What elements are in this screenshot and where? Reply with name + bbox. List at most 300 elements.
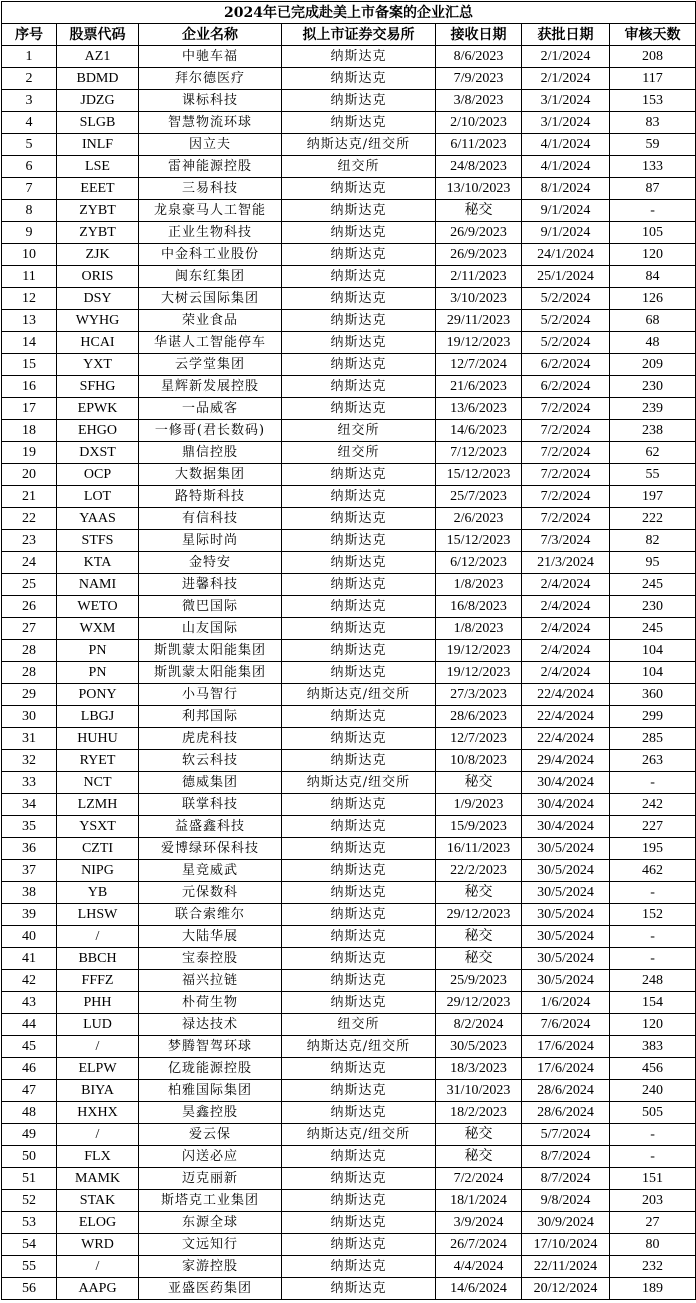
- company-name-cell: 龙泉豪马人工智能: [139, 200, 282, 222]
- approved-date-cell: 7/2/2024: [522, 420, 610, 442]
- approved-date-cell: 30/5/2024: [522, 904, 610, 926]
- review-days-cell: 95: [610, 552, 696, 574]
- company-name-cell: 元保数科: [139, 882, 282, 904]
- row-index-cell: 38: [2, 882, 57, 904]
- exchange-cell: 纳斯达克: [282, 464, 436, 486]
- row-index-cell: 1: [2, 46, 57, 68]
- stock-code-cell: AZ1: [57, 46, 139, 68]
- table-title: 2024年已完成赴美上市备案的企业汇总: [2, 2, 696, 24]
- review-days-cell: 360: [610, 684, 696, 706]
- received-date-cell: 15/9/2023: [436, 816, 522, 838]
- stock-code-cell: EPWK: [57, 398, 139, 420]
- received-date-cell: 秘交: [436, 882, 522, 904]
- table-row: [2, 398, 696, 420]
- stock-code-cell: /: [57, 1036, 139, 1058]
- row-index-cell: 39: [2, 904, 57, 926]
- review-days-cell: 230: [610, 376, 696, 398]
- stock-code-cell: LSE: [57, 156, 139, 178]
- table-row: [2, 706, 696, 728]
- stock-code-cell: YAAS: [57, 508, 139, 530]
- review-days-cell: -: [610, 882, 696, 904]
- row-index-cell: 17: [2, 398, 57, 420]
- stock-code-cell: BIYA: [57, 1080, 139, 1102]
- company-name-cell: 荣业食品: [139, 310, 282, 332]
- exchange-cell: 纳斯达克: [282, 1190, 436, 1212]
- received-date-cell: 秘交: [436, 200, 522, 222]
- table-row: [2, 728, 696, 750]
- received-date-cell: 12/7/2024: [436, 354, 522, 376]
- exchange-cell: 纳斯达克: [282, 1168, 436, 1190]
- row-index-cell: 36: [2, 838, 57, 860]
- received-date-cell: 1/8/2023: [436, 574, 522, 596]
- received-date-cell: 7/2/2024: [436, 1168, 522, 1190]
- company-name-cell: 一品威客: [139, 398, 282, 420]
- received-date-cell: 秘交: [436, 772, 522, 794]
- table-row: [2, 354, 696, 376]
- stock-code-cell: FLX: [57, 1146, 139, 1168]
- company-name-cell: 闽东红集团: [139, 266, 282, 288]
- company-name-cell: 爱云保: [139, 1124, 282, 1146]
- row-index-cell: 3: [2, 90, 57, 112]
- company-name-cell: 进馨科技: [139, 574, 282, 596]
- row-index-cell: 50: [2, 1146, 57, 1168]
- received-date-cell: 30/5/2023: [436, 1036, 522, 1058]
- stock-code-cell: ZYBT: [57, 200, 139, 222]
- approved-date-cell: 3/1/2024: [522, 90, 610, 112]
- company-name-cell: 微巴国际: [139, 596, 282, 618]
- stock-code-cell: KTA: [57, 552, 139, 574]
- received-date-cell: 12/7/2023: [436, 728, 522, 750]
- exchange-cell: 纳斯达克: [282, 816, 436, 838]
- approved-date-cell: 2/4/2024: [522, 574, 610, 596]
- approved-date-cell: 30/4/2024: [522, 816, 610, 838]
- exchange-cell: 纽交所: [282, 420, 436, 442]
- approved-date-cell: 9/1/2024: [522, 200, 610, 222]
- approved-date-cell: 2/1/2024: [522, 68, 610, 90]
- stock-code-cell: LBGJ: [57, 706, 139, 728]
- review-days-cell: 208: [610, 46, 696, 68]
- company-name-cell: 星竞威武: [139, 860, 282, 882]
- row-index-cell: 43: [2, 992, 57, 1014]
- received-date-cell: 18/1/2024: [436, 1190, 522, 1212]
- review-days-cell: 105: [610, 222, 696, 244]
- row-index-cell: 30: [2, 706, 57, 728]
- row-index-cell: 25: [2, 574, 57, 596]
- company-name-cell: 星辉新发展控股: [139, 376, 282, 398]
- exchange-cell: 纳斯达克: [282, 1080, 436, 1102]
- row-index-cell: 31: [2, 728, 57, 750]
- ipo-filing-table: [1, 1, 696, 1300]
- approved-date-cell: 9/8/2024: [522, 1190, 610, 1212]
- received-date-cell: 3/8/2023: [436, 90, 522, 112]
- table-row: [2, 266, 696, 288]
- review-days-cell: 83: [610, 112, 696, 134]
- exchange-cell: 纳斯达克: [282, 68, 436, 90]
- stock-code-cell: WETO: [57, 596, 139, 618]
- exchange-cell: 纳斯达克: [282, 662, 436, 684]
- received-date-cell: 秘交: [436, 1124, 522, 1146]
- table-row: [2, 134, 696, 156]
- table-row: [2, 420, 696, 442]
- received-date-cell: 18/2/2023: [436, 1102, 522, 1124]
- row-index-cell: 19: [2, 442, 57, 464]
- review-days-cell: 203: [610, 1190, 696, 1212]
- received-date-cell: 2/11/2023: [436, 266, 522, 288]
- review-days-cell: 299: [610, 706, 696, 728]
- row-index-cell: 45: [2, 1036, 57, 1058]
- received-date-cell: 29/12/2023: [436, 992, 522, 1014]
- table-row: [2, 860, 696, 882]
- table-row: [2, 1146, 696, 1168]
- exchange-cell: 纳斯达克: [282, 1212, 436, 1234]
- received-date-cell: 19/12/2023: [436, 640, 522, 662]
- stock-code-cell: ZJK: [57, 244, 139, 266]
- review-days-cell: 505: [610, 1102, 696, 1124]
- stock-code-cell: WXM: [57, 618, 139, 640]
- exchange-cell: 纳斯达克: [282, 1234, 436, 1256]
- header-row: [2, 24, 696, 46]
- review-days-cell: 80: [610, 1234, 696, 1256]
- stock-code-cell: NIPG: [57, 860, 139, 882]
- row-index-cell: 44: [2, 1014, 57, 1036]
- approved-date-cell: 21/3/2024: [522, 552, 610, 574]
- row-index-cell: 29: [2, 684, 57, 706]
- row-index-cell: 55: [2, 1256, 57, 1278]
- review-days-cell: 27: [610, 1212, 696, 1234]
- received-date-cell: 29/11/2023: [436, 310, 522, 332]
- stock-code-cell: JDZG: [57, 90, 139, 112]
- company-name-cell: 爱博绿环保科技: [139, 838, 282, 860]
- approved-date-cell: 2/4/2024: [522, 662, 610, 684]
- approved-date-cell: 30/5/2024: [522, 926, 610, 948]
- table-row: [2, 200, 696, 222]
- table-row: [2, 90, 696, 112]
- received-date-cell: 13/10/2023: [436, 178, 522, 200]
- company-name-cell: 大树云国际集团: [139, 288, 282, 310]
- table-row: [2, 178, 696, 200]
- exchange-cell: 纳斯达克: [282, 398, 436, 420]
- company-name-cell: 斯凯蒙太阳能集团: [139, 640, 282, 662]
- exchange-cell: 纳斯达克: [282, 882, 436, 904]
- stock-code-cell: BDMD: [57, 68, 139, 90]
- exchange-cell: 纳斯达克: [282, 376, 436, 398]
- company-name-cell: 福兴拉链: [139, 970, 282, 992]
- review-days-cell: 230: [610, 596, 696, 618]
- row-index-cell: 26: [2, 596, 57, 618]
- stock-code-cell: ELOG: [57, 1212, 139, 1234]
- header-index: 序号: [2, 24, 57, 46]
- exchange-cell: 纳斯达克: [282, 1278, 436, 1300]
- review-days-cell: 209: [610, 354, 696, 376]
- received-date-cell: 26/9/2023: [436, 222, 522, 244]
- approved-date-cell: 6/2/2024: [522, 354, 610, 376]
- review-days-cell: 222: [610, 508, 696, 530]
- table-row: [2, 1190, 696, 1212]
- approved-date-cell: 17/10/2024: [522, 1234, 610, 1256]
- stock-code-cell: PHH: [57, 992, 139, 1014]
- exchange-cell: 纳斯达克: [282, 596, 436, 618]
- table-row: [2, 838, 696, 860]
- company-name-cell: 金特安: [139, 552, 282, 574]
- company-name-cell: 大陆华展: [139, 926, 282, 948]
- received-date-cell: 3/10/2023: [436, 288, 522, 310]
- company-name-cell: 昊鑫控股: [139, 1102, 282, 1124]
- table-row: [2, 442, 696, 464]
- stock-code-cell: NCT: [57, 772, 139, 794]
- approved-date-cell: 1/6/2024: [522, 992, 610, 1014]
- exchange-cell: 纳斯达克: [282, 46, 436, 68]
- approved-date-cell: 28/6/2024: [522, 1102, 610, 1124]
- stock-code-cell: STFS: [57, 530, 139, 552]
- row-index-cell: 22: [2, 508, 57, 530]
- stock-code-cell: YSXT: [57, 816, 139, 838]
- row-index-cell: 9: [2, 222, 57, 244]
- review-days-cell: 232: [610, 1256, 696, 1278]
- exchange-cell: 纳斯达克: [282, 794, 436, 816]
- company-name-cell: 软云科技: [139, 750, 282, 772]
- approved-date-cell: 2/4/2024: [522, 596, 610, 618]
- exchange-cell: 纳斯达克: [282, 244, 436, 266]
- review-days-cell: 62: [610, 442, 696, 464]
- company-name-cell: 家游控股: [139, 1256, 282, 1278]
- approved-date-cell: 2/4/2024: [522, 618, 610, 640]
- exchange-cell: 纳斯达克: [282, 640, 436, 662]
- stock-code-cell: /: [57, 1256, 139, 1278]
- approved-date-cell: 7/2/2024: [522, 398, 610, 420]
- stock-code-cell: INLF: [57, 134, 139, 156]
- review-days-cell: 197: [610, 486, 696, 508]
- table-body: [2, 46, 696, 1300]
- exchange-cell: 纳斯达克: [282, 310, 436, 332]
- review-days-cell: 151: [610, 1168, 696, 1190]
- table-row: [2, 1080, 696, 1102]
- review-days-cell: 120: [610, 1014, 696, 1036]
- company-name-cell: 有信科技: [139, 508, 282, 530]
- stock-code-cell: SFHG: [57, 376, 139, 398]
- received-date-cell: 秘交: [436, 926, 522, 948]
- approved-date-cell: 7/2/2024: [522, 508, 610, 530]
- header-review-days: 审核天数: [610, 24, 696, 46]
- approved-date-cell: 2/1/2024: [522, 46, 610, 68]
- stock-code-cell: HUHU: [57, 728, 139, 750]
- approved-date-cell: 7/6/2024: [522, 1014, 610, 1036]
- company-name-cell: 大数据集团: [139, 464, 282, 486]
- received-date-cell: 25/7/2023: [436, 486, 522, 508]
- row-index-cell: 13: [2, 310, 57, 332]
- exchange-cell: 纳斯达克/纽交所: [282, 1036, 436, 1058]
- stock-code-cell: ORIS: [57, 266, 139, 288]
- review-days-cell: 195: [610, 838, 696, 860]
- table-row: [2, 1256, 696, 1278]
- review-days-cell: -: [610, 948, 696, 970]
- stock-code-cell: /: [57, 926, 139, 948]
- company-name-cell: 中金科工业股份: [139, 244, 282, 266]
- exchange-cell: 纳斯达克: [282, 90, 436, 112]
- review-days-cell: 238: [610, 420, 696, 442]
- received-date-cell: 7/12/2023: [436, 442, 522, 464]
- row-index-cell: 14: [2, 332, 57, 354]
- approved-date-cell: 4/1/2024: [522, 134, 610, 156]
- review-days-cell: 242: [610, 794, 696, 816]
- stock-code-cell: WYHG: [57, 310, 139, 332]
- stock-code-cell: ELPW: [57, 1058, 139, 1080]
- table-row: [2, 684, 696, 706]
- table-row: [2, 1102, 696, 1124]
- received-date-cell: 21/6/2023: [436, 376, 522, 398]
- exchange-cell: 纳斯达克: [282, 1146, 436, 1168]
- approved-date-cell: 22/11/2024: [522, 1256, 610, 1278]
- company-name-cell: 雷神能源控股: [139, 156, 282, 178]
- row-index-cell: 2: [2, 68, 57, 90]
- received-date-cell: 7/9/2023: [436, 68, 522, 90]
- approved-date-cell: 22/4/2024: [522, 728, 610, 750]
- exchange-cell: 纳斯达克: [282, 574, 436, 596]
- company-name-cell: 益盛鑫科技: [139, 816, 282, 838]
- approved-date-cell: 4/1/2024: [522, 156, 610, 178]
- company-name-cell: 文远知行: [139, 1234, 282, 1256]
- row-index-cell: 32: [2, 750, 57, 772]
- approved-date-cell: 7/3/2024: [522, 530, 610, 552]
- stock-code-cell: DSY: [57, 288, 139, 310]
- row-index-cell: 35: [2, 816, 57, 838]
- exchange-cell: 纳斯达克: [282, 530, 436, 552]
- review-days-cell: 239: [610, 398, 696, 420]
- stock-code-cell: OCP: [57, 464, 139, 486]
- table-row: [2, 596, 696, 618]
- received-date-cell: 19/12/2023: [436, 662, 522, 684]
- received-date-cell: 1/8/2023: [436, 618, 522, 640]
- exchange-cell: 纳斯达克: [282, 860, 436, 882]
- review-days-cell: -: [610, 1146, 696, 1168]
- stock-code-cell: /: [57, 1124, 139, 1146]
- approved-date-cell: 17/6/2024: [522, 1058, 610, 1080]
- company-name-cell: 鼎信控股: [139, 442, 282, 464]
- review-days-cell: 117: [610, 68, 696, 90]
- received-date-cell: 22/2/2023: [436, 860, 522, 882]
- row-index-cell: 23: [2, 530, 57, 552]
- approved-date-cell: 2/4/2024: [522, 640, 610, 662]
- row-index-cell: 28: [2, 662, 57, 684]
- row-index-cell: 18: [2, 420, 57, 442]
- received-date-cell: 秘交: [436, 948, 522, 970]
- header-received-date: 接收日期: [436, 24, 522, 46]
- received-date-cell: 19/12/2023: [436, 332, 522, 354]
- company-name-cell: 拜尔德医疗: [139, 68, 282, 90]
- review-days-cell: -: [610, 772, 696, 794]
- exchange-cell: 纳斯达克: [282, 112, 436, 134]
- received-date-cell: 13/6/2023: [436, 398, 522, 420]
- review-days-cell: 55: [610, 464, 696, 486]
- approved-date-cell: 7/2/2024: [522, 486, 610, 508]
- received-date-cell: 1/9/2023: [436, 794, 522, 816]
- approved-date-cell: 22/4/2024: [522, 684, 610, 706]
- received-date-cell: 16/8/2023: [436, 596, 522, 618]
- stock-code-cell: HXHX: [57, 1102, 139, 1124]
- exchange-cell: 纳斯达克: [282, 1256, 436, 1278]
- table-row: [2, 1058, 696, 1080]
- exchange-cell: 纳斯达克: [282, 838, 436, 860]
- table-row: [2, 1124, 696, 1146]
- table-row: [2, 1278, 696, 1300]
- received-date-cell: 2/6/2023: [436, 508, 522, 530]
- company-name-cell: 云学堂集团: [139, 354, 282, 376]
- received-date-cell: 31/10/2023: [436, 1080, 522, 1102]
- exchange-cell: 纳斯达克: [282, 750, 436, 772]
- row-index-cell: 41: [2, 948, 57, 970]
- table-row: [2, 1014, 696, 1036]
- row-index-cell: 40: [2, 926, 57, 948]
- review-days-cell: 126: [610, 288, 696, 310]
- received-date-cell: 27/3/2023: [436, 684, 522, 706]
- table-row: [2, 1212, 696, 1234]
- stock-code-cell: DXST: [57, 442, 139, 464]
- review-days-cell: 48: [610, 332, 696, 354]
- row-index-cell: 37: [2, 860, 57, 882]
- table-row: [2, 332, 696, 354]
- company-name-cell: 三易科技: [139, 178, 282, 200]
- exchange-cell: 纳斯达克: [282, 354, 436, 376]
- exchange-cell: 纽交所: [282, 156, 436, 178]
- received-date-cell: 10/8/2023: [436, 750, 522, 772]
- approved-date-cell: 5/2/2024: [522, 332, 610, 354]
- stock-code-cell: LOT: [57, 486, 139, 508]
- company-name-cell: 斯凯蒙太阳能集团: [139, 662, 282, 684]
- received-date-cell: 26/7/2024: [436, 1234, 522, 1256]
- exchange-cell: 纳斯达克: [282, 970, 436, 992]
- company-name-cell: 梦腾智驾环球: [139, 1036, 282, 1058]
- table-row: [2, 1168, 696, 1190]
- review-days-cell: 227: [610, 816, 696, 838]
- company-name-cell: 虎虎科技: [139, 728, 282, 750]
- exchange-cell: 纳斯达克: [282, 222, 436, 244]
- approved-date-cell: 30/5/2024: [522, 860, 610, 882]
- company-name-cell: 联掌科技: [139, 794, 282, 816]
- stock-code-cell: MAMK: [57, 1168, 139, 1190]
- table-row: [2, 376, 696, 398]
- table-row: [2, 618, 696, 640]
- approved-date-cell: 6/2/2024: [522, 376, 610, 398]
- received-date-cell: 6/12/2023: [436, 552, 522, 574]
- exchange-cell: 纳斯达克: [282, 618, 436, 640]
- table-row: [2, 882, 696, 904]
- approved-date-cell: 7/2/2024: [522, 464, 610, 486]
- received-date-cell: 26/9/2023: [436, 244, 522, 266]
- table-row: [2, 112, 696, 134]
- table-row: [2, 46, 696, 68]
- received-date-cell: 16/11/2023: [436, 838, 522, 860]
- company-name-cell: 正业生物科技: [139, 222, 282, 244]
- approved-date-cell: 5/2/2024: [522, 288, 610, 310]
- table-row: [2, 948, 696, 970]
- approved-date-cell: 30/5/2024: [522, 882, 610, 904]
- review-days-cell: 456: [610, 1058, 696, 1080]
- row-index-cell: 42: [2, 970, 57, 992]
- header-stock-code: 股票代码: [57, 24, 139, 46]
- stock-code-cell: PN: [57, 640, 139, 662]
- approved-date-cell: 7/2/2024: [522, 442, 610, 464]
- table-row: [2, 530, 696, 552]
- review-days-cell: -: [610, 200, 696, 222]
- exchange-cell: 纳斯达克: [282, 266, 436, 288]
- received-date-cell: 3/9/2024: [436, 1212, 522, 1234]
- table-row: [2, 662, 696, 684]
- approved-date-cell: 29/4/2024: [522, 750, 610, 772]
- company-name-cell: 亚盛医药集团: [139, 1278, 282, 1300]
- received-date-cell: 28/6/2023: [436, 706, 522, 728]
- company-name-cell: 联合索维尔: [139, 904, 282, 926]
- row-index-cell: 33: [2, 772, 57, 794]
- received-date-cell: 24/8/2023: [436, 156, 522, 178]
